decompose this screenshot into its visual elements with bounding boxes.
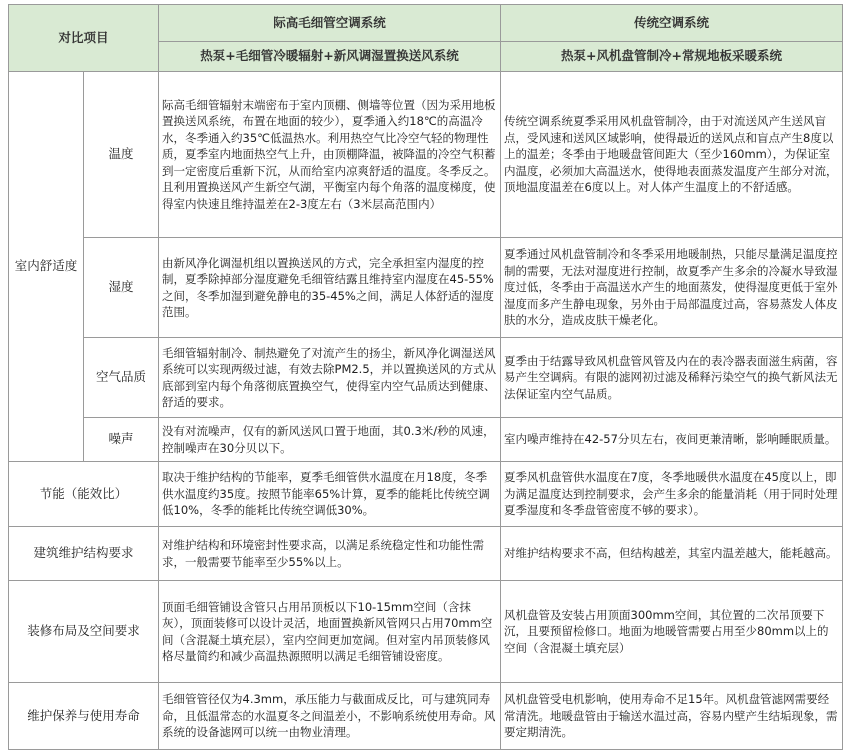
system-b-cell: 夏季风机盘管供水温度在7度，冬季地暖供水温度在45度以上，即为满足温度达到控制要求，会产生多余的能量消耗（用于同时处理夏季湿度和冬季盘管密度不够的要求）。: [501, 462, 843, 527]
table-row: [9, 581, 843, 683]
system-a-cell: 由新风净化调湿机组以置换送风的方式，完全承担室内湿度的控制，夏季除掉部分湿度避免毛细管结露且维持室内湿度在45-55%之间，冬季加湿到避免静电的35-45%之间，满足人体舒适的湿度范围。: [159, 238, 501, 338]
row-label: 建筑维护结构要求: [9, 527, 159, 581]
row-label: 装修布局及空间要求: [9, 581, 159, 683]
system-b-subheader: 热泵+风机盘管制冷+常规地板采暖系统: [501, 42, 843, 72]
system-a-header: 际高毛细管空调系统: [159, 5, 501, 42]
system-b-header: 传统空调系统: [501, 5, 843, 42]
system-b-cell: 风机盘管受电机影响，使用寿命不足15年。风机盘管滤网需要经常清洗。地暖盘管由于输送水温过高，容易内壁产生结垢现象，需要定期清洗。: [501, 683, 843, 750]
comfort-category: 室内舒适度: [9, 72, 84, 462]
table-row: [9, 683, 843, 750]
system-b-cell: 夏季通过风机盘管制冷和冬季采用地暖制热，只能尽量满足温度控制的需要，无法对湿度进行控制，故夏季产生多余的冷凝水导致湿度过低，冬季由于高温送水产生的地面蒸发，使得湿度更低于室外湿度而多产生静电现象，另外由于局部温度过高，容易蒸发人体皮肤的水分，造成皮肤干燥老化。: [501, 238, 843, 338]
system-b-cell: 室内噪声维持在42-57分贝左右，夜间更兼清晰，影响睡眠质量。: [501, 418, 843, 462]
table-row: [9, 72, 843, 238]
header-row: [9, 5, 843, 42]
system-b-cell: 传统空调系统夏季采用风机盘管制冷，由于对流送风产生送风盲点，受风速和送风区域影响，使得最近的送风点和盲点产生8度以上的温差；冬季由于地暖盘管间距大（至少160mm），为保证室内温度，必须加大高温送水，使得地表面蒸发温度产生部分对流，顶地温度温差在6度以上。对人体产生温度上的不舒适感。: [501, 72, 843, 238]
system-a-cell: 取决于维护结构的节能率，夏季毛细管供水温度在月18度，冬季供水温度约35度。按照节能率65%计算，夏季的能耗比传统空调低10%，冬季的能耗比传统空调低30%。: [159, 462, 501, 527]
system-a-cell: 顶面毛细管铺设含管只占用吊顶板以下10-15mm空间（含抹灰），顶面装修可以设计灵活，地面置换新风管网只占用70mm空间（含混凝土填充层），室内空间更加宽阔。但对室内吊顶装修风格尽量简约和减少高温热源照明以满足毛细管铺设密度。: [159, 581, 501, 683]
table-row: [9, 238, 843, 338]
system-a-cell: 没有对流噪声，仅有的新风送风口置于地面，其0.3米/秒的风速，控制噪声在30分贝以下。: [159, 418, 501, 462]
comparison-table-wrapper: [8, 4, 842, 749]
table-row: [9, 462, 843, 527]
system-b-cell: 风机盘管及安装占用顶面300mm空间，其位置的二次吊顶要下沉，且要预留检修口。地面为地暖管需要占用至少80mm以上的空间（含混凝土填充层）: [501, 581, 843, 683]
row-label: 节能（能效比）: [9, 462, 159, 527]
row-label: 湿度: [84, 238, 159, 338]
compare-item-header: 对比项目: [9, 5, 159, 72]
row-label: 温度: [84, 72, 159, 238]
system-a-cell: 毛细管管径仅为4.3mm，承压能力与截面成反比，可与建筑同寿命，且低温常态的水温夏冬之间温差小，不影响系统使用寿命。风系统的设备滤网可以统一由物业清理。: [159, 683, 501, 750]
system-a-subheader: 热泵+毛细管冷暖辐射+新风调湿置换送风系统: [159, 42, 501, 72]
table-row: [9, 527, 843, 581]
system-a-cell: 际高毛细管辐射末端密布于室内顶棚、侧墙等位置（因为采用地板置换送风系统，布置在地面的较少），夏季通入约18℃的高温冷水，冬季通入约35℃低温热水。利用热空气比冷空气轻的物理性质，夏季室内地面热空气上升，由顶棚降温，被降温的冷空气积蓄到一定密度后重新下沉，从而给室内凉爽舒适的温度。冬季反之。且利用置换送风产生新空气湖，平衡室内每个角落的温度梯度，使得室内快速且维持温差在2-3度左右（3米层高范围内）: [159, 72, 501, 238]
row-label: 噪声: [84, 418, 159, 462]
system-a-cell: 毛细管辐射制冷、制热避免了对流产生的扬尘，新风净化调湿送风系统可以实现两级过滤，有效去除PM2.5，并以置换送风的方式从底部到室内每个角落彻底置换空气，使得室内空气品质达到健康、舒适的要求。: [159, 338, 501, 418]
row-label: 维护保养与使用寿命: [9, 683, 159, 750]
system-a-cell: 对维护结构和环境密封性要求高，以满足系统稳定性和功能性需求，一般需要节能率至少55%以上。: [159, 527, 501, 581]
comparison-table: [8, 4, 843, 750]
system-b-cell: 夏季由于结露导致风机盘管风管及内在的表冷器表面滋生病菌，容易产生空调病。有限的滤网初过滤及稀释污染空气的换气新风法无法保证室内空气品质。: [501, 338, 843, 418]
table-row: [9, 418, 843, 462]
row-label: 空气品质: [84, 338, 159, 418]
system-b-cell: 对维护结构要求不高，但结构越差，其室内温差越大，能耗越高。: [501, 527, 843, 581]
table-row: [9, 338, 843, 418]
